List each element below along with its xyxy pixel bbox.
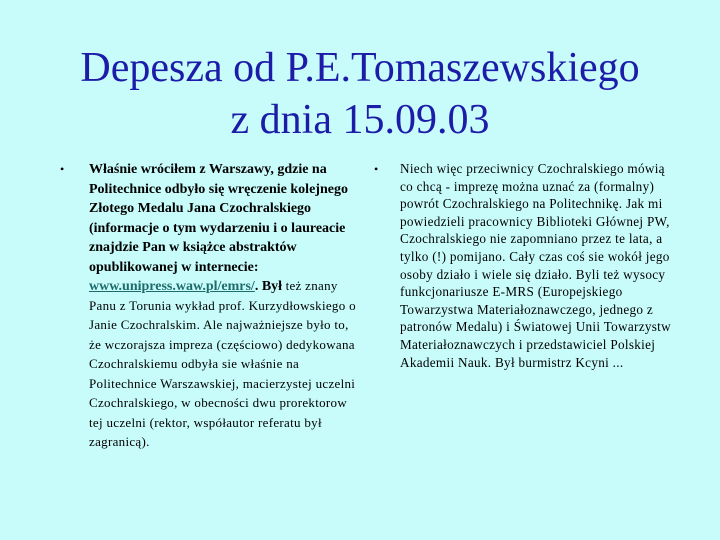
abstracts-link[interactable]: www.unipress.waw.pl/emrs/ — [89, 279, 255, 294]
left-plain-text: też znany Panu z Torunia wykład prof. Kurzydłowskiego o Janie Czochralskim. Ale najważniejsze było to, że wczorajsza impreza (częściowo) dedykowana Czochralskiemu odbyła sie właśnie na Politechnice Warszawskiej, macierzystej uczelni Czochralskiego, w obecności dwu prorektorow tej uczelni (rektor, współautor referatu był zagranicą). — [89, 278, 356, 449]
right-paragraph: Niech więc przeciwnicy Czochralskiego mówią co chcą - imprezę można uznać za (formalny) powrót Czochralskiego na Politechnikę. Jak mi powiedzieli pracownicy Biblioteki Głównej PW, Czochralskiego nie zapomniano przez te lata, a tylko (!) pomijano. Cały czas coś sie wokół jego osoby działo i wiele się działo. Byli też wysocy funkcjonariusze E-MRS (Europejskiego Towarzystwa Materiałoznawczego, jednego z patronów Medalu) i Światowej Unii Towarzystw Materiałoznawczych i przedstawiciel Polskiej Akademii Nauk. Był burmistrz Kcyni ... — [400, 161, 671, 370]
slide-title — [0, 42, 720, 146]
bullet-icon: • — [374, 162, 379, 176]
title-line-2: z dnia 15.09.03 — [230, 97, 490, 143]
title-line-1: Depesza od P.E.Tomaszewskiego — [80, 45, 640, 91]
left-after-link-text: . Był — [254, 279, 283, 294]
left-paragraph — [89, 160, 357, 453]
bullet-icon: • — [60, 162, 65, 176]
left-bold-text: Właśnie wróciłem z Warszawy, gdzie na Politechnice odbyło się wręczenie kolejnego Złotego Medalu Jana Czochralskiego (informacje o tym wydarzeniu i o laureacie znajdzie Pan w książce abstraktów opublikowanej w internecie: — [89, 162, 348, 275]
